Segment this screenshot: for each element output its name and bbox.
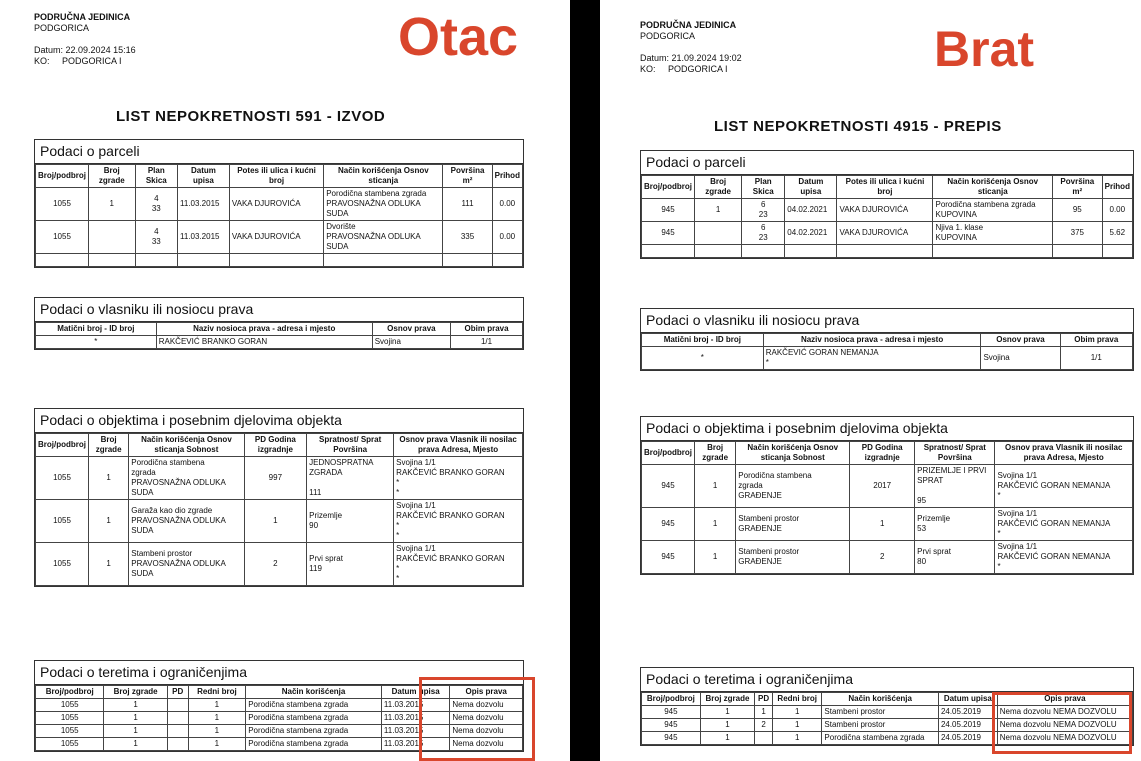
burdens-section [640, 667, 1134, 746]
column-header: Datum upisa [178, 165, 230, 188]
table-cell: 1055 [36, 738, 104, 751]
column-header: Datum upisa [938, 693, 997, 706]
page-header [34, 12, 136, 67]
column-header: Matični broj - ID broj [642, 334, 764, 347]
empty-row [36, 254, 523, 267]
ko-label: KO: [640, 64, 656, 74]
table-cell [755, 732, 773, 745]
table-cell: Porodična stambena zgrada [246, 699, 382, 712]
page-label: Otac [398, 7, 519, 67]
org-name: PODRUČNA JEDINICA [34, 12, 131, 22]
table-body [36, 336, 523, 349]
document-title: LIST NEPOKRETNOSTI 591 - IZVOD [116, 108, 386, 125]
table-cell: 6 23 [742, 199, 785, 222]
table-cell [167, 738, 188, 751]
table-cell: Porodična stambena zgrada [246, 738, 382, 751]
table-cell: 1 [104, 699, 167, 712]
table-cell: Svojina 1/1 RAKČEVIĆ GORAN NEMANJA * [995, 508, 1133, 541]
owners-section [34, 297, 524, 350]
table-cell: 24.05.2019 [938, 719, 997, 732]
column-header: Spratnost/ Sprat Površina [915, 442, 995, 465]
table-cell: Stambeni prostor [822, 706, 939, 719]
org-name: PODRUČNA JEDINICA [640, 20, 737, 30]
column-header: Broj/podbroj [642, 176, 695, 199]
table-cell: 945 [642, 732, 701, 745]
table-cell: 1055 [36, 699, 104, 712]
table-cell: 0.00 [1102, 199, 1132, 222]
table-cell: 1055 [36, 457, 89, 500]
table-cell [785, 245, 837, 258]
table-cell: 11.03.2015 [381, 699, 449, 712]
table-cell: 24.05.2019 [938, 706, 997, 719]
parcels-table [641, 175, 1133, 258]
table-cell: 1 [700, 719, 754, 732]
page-header [640, 20, 742, 75]
column-header: Broj/podbroj [36, 165, 89, 188]
table-row [36, 699, 523, 712]
column-header: Način korišćenja Osnov sticanja [324, 165, 443, 188]
table-cell: Svojina 1/1 RAKČEVIĆ GORAN NEMANJA * [995, 465, 1133, 508]
objects-table [641, 441, 1133, 574]
table-cell [443, 254, 492, 267]
table-cell [1053, 245, 1103, 258]
column-header: Broj zgrade [104, 686, 167, 699]
table-body [36, 457, 523, 586]
table-cell: Svojina 1/1 RAKČEVIĆ BRANKO GORAN * * [394, 500, 523, 543]
date-label: Datum: [640, 53, 670, 63]
section-title: Podaci o objektima i posebnim djelovima objekta [35, 409, 523, 433]
table-cell: 1 [104, 738, 167, 751]
table-cell [229, 254, 323, 267]
table-cell: 2 [755, 719, 773, 732]
table-cell: 0.00 [492, 188, 522, 221]
table-cell [178, 254, 230, 267]
table-cell: Stambeni prostor GRAĐENJE [736, 541, 850, 574]
table-cell: Njiva 1. klase KUPOVINA [933, 222, 1053, 245]
table-cell: 1 [700, 706, 754, 719]
table-cell: 5.62 [1102, 222, 1132, 245]
column-header: Osnov prava [981, 334, 1060, 347]
table-cell: 1 [773, 732, 822, 745]
table-cell: VAKA DJUROVIĆA [837, 199, 933, 222]
table-cell: 375 [1053, 222, 1103, 245]
table-cell: 4 33 [135, 221, 177, 254]
column-header: Broj zgrade [695, 176, 742, 199]
table-header-row [36, 323, 523, 336]
table-cell: 945 [642, 508, 695, 541]
table-cell [36, 254, 89, 267]
table-cell: 1 [695, 508, 736, 541]
table-cell: 111 [443, 188, 492, 221]
parcels-section [34, 139, 524, 268]
table-cell [167, 699, 188, 712]
table-row [642, 508, 1133, 541]
table-cell: VAKA DJUROVIĆA [229, 188, 323, 221]
table-cell: 945 [642, 465, 695, 508]
table-cell: 1 [695, 465, 736, 508]
table-cell: Porodična stambena zgrada [246, 712, 382, 725]
table-cell: 1/1 [451, 336, 523, 349]
table-cell: 1055 [36, 543, 89, 586]
table-cell: * [642, 347, 764, 370]
table-cell: Porodična stambena zgrada GRAĐENJE [736, 465, 850, 508]
table-cell: Porodična stambena zgrada PRAVOSNAŽNA ODLUKA SUDA [129, 457, 244, 500]
burdens-section [34, 660, 524, 752]
table-cell: 1/1 [1060, 347, 1132, 370]
table-cell: 1055 [36, 712, 104, 725]
table-cell: 1 [773, 719, 822, 732]
table-cell [933, 245, 1053, 258]
table-cell: Porodična stambena zgrada [822, 732, 939, 745]
column-header: Osnov prava Vlasnik ili nosilac prava Adresa, Mjesto [995, 442, 1133, 465]
table-row [642, 222, 1133, 245]
table-cell: 945 [642, 541, 695, 574]
table-row [642, 465, 1133, 508]
owners-table [641, 333, 1133, 370]
table-cell: 1 [695, 541, 736, 574]
table-cell: Nema dozvolu NEMA DOZVOLU [997, 732, 1132, 745]
table-cell: * [36, 336, 157, 349]
table-cell: 1055 [36, 725, 104, 738]
section-title: Podaci o objektima i posebnim djelovima objekta [641, 417, 1133, 441]
table-row [642, 199, 1133, 222]
column-header: Plan Skica [135, 165, 177, 188]
table-cell: Nema dozvolu [450, 738, 523, 751]
table-cell: Porodična stambena zgrada PRAVOSNAŽNA ODLUKA SUDA [324, 188, 443, 221]
table-cell: 1 [188, 738, 246, 751]
column-header: Spratnost/ Sprat Površina [307, 434, 394, 457]
table-cell: RAKČEVIĆ BRANKO GORAN [156, 336, 372, 349]
table-header-row [642, 334, 1133, 347]
ko-value: PODGORICA I [62, 56, 122, 66]
column-header: Broj zgrade [700, 693, 754, 706]
table-cell [135, 254, 177, 267]
objects-section [640, 416, 1134, 575]
table-cell: 04.02.2021 [785, 199, 837, 222]
parcels-table [35, 164, 523, 267]
column-header: PD Godina izgradnje [244, 434, 307, 457]
table-cell: 1 [89, 543, 129, 586]
table-cell: 997 [244, 457, 307, 500]
table-cell: 1 [188, 725, 246, 738]
table-row [36, 188, 523, 221]
column-header: Matični broj - ID broj [36, 323, 157, 336]
column-header: Potes ili ulica i kućni broj [229, 165, 323, 188]
table-cell [89, 221, 136, 254]
column-header: Obim prava [1060, 334, 1132, 347]
column-header: Prihod [492, 165, 522, 188]
table-cell: Prvi sprat 119 [307, 543, 394, 586]
owners-table [35, 322, 523, 349]
table-header-row [642, 693, 1133, 706]
table-body [36, 188, 523, 267]
table-body [36, 699, 523, 751]
column-header: Broj/podbroj [642, 442, 695, 465]
table-body [642, 706, 1133, 745]
column-header: Površina m² [443, 165, 492, 188]
section-title: Podaci o parceli [641, 151, 1133, 175]
column-header: PD [755, 693, 773, 706]
table-cell: 1055 [36, 188, 89, 221]
table-header-row [642, 442, 1133, 465]
table-cell: Porodična stambena zgrada KUPOVINA [933, 199, 1053, 222]
column-header: Obim prava [451, 323, 523, 336]
empty-row [642, 245, 1133, 258]
table-cell [642, 245, 695, 258]
table-cell [324, 254, 443, 267]
table-cell [742, 245, 785, 258]
table-body [642, 347, 1133, 370]
document-page-left [0, 0, 570, 761]
column-header: Opis prava [450, 686, 523, 699]
section-title: Podaci o parceli [35, 140, 523, 164]
date-label: Datum: [34, 45, 64, 55]
table-cell: 11.03.2015 [178, 221, 230, 254]
table-row [36, 221, 523, 254]
table-cell: RAKČEVIĆ GORAN NEMANJA * [763, 347, 981, 370]
table-header-row [36, 434, 523, 457]
parcels-section [640, 150, 1134, 259]
table-cell [1102, 245, 1132, 258]
table-cell: 1 [89, 457, 129, 500]
table-cell: 2 [244, 543, 307, 586]
table-cell: 945 [642, 719, 701, 732]
table-cell: 1 [773, 706, 822, 719]
column-header: Potes ili ulica i kućni broj [837, 176, 933, 199]
column-header: Način korišćenja Osnov sticanja [933, 176, 1053, 199]
table-cell: 1 [700, 732, 754, 745]
table-cell: 04.02.2021 [785, 222, 837, 245]
table-cell: JEDNOSPRATNA ZGRADA 111 [307, 457, 394, 500]
column-header: Redni broj [773, 693, 822, 706]
table-row [36, 738, 523, 751]
burdens-table [35, 685, 523, 751]
column-header: Način korišćenja Osnov sticanja Sobnost [129, 434, 244, 457]
owners-section [640, 308, 1134, 371]
table-cell: 95 [1053, 199, 1103, 222]
table-cell: PRIZEMLJE I PRVI SPRAT 95 [915, 465, 995, 508]
table-row [642, 719, 1133, 732]
column-header: Način korišćenja Osnov sticanja Sobnost [736, 442, 850, 465]
table-cell: 1 [188, 712, 246, 725]
table-cell: Nema dozvolu NEMA DOZVOLU [997, 706, 1132, 719]
table-cell: 1 [104, 725, 167, 738]
section-title: Podaci o vlasniku ili nosiocu prava [35, 298, 523, 322]
column-header: Plan Skica [742, 176, 785, 199]
table-cell: Nema dozvolu [450, 712, 523, 725]
table-row [36, 457, 523, 500]
table-cell: 945 [642, 222, 695, 245]
burdens-table [641, 692, 1133, 745]
table-cell: 6 23 [742, 222, 785, 245]
table-cell: 11.03.2015 [178, 188, 230, 221]
table-row [36, 725, 523, 738]
table-cell: Garaža kao dio zgrade PRAVOSNAŽNA ODLUKA SUDA [129, 500, 244, 543]
section-title: Podaci o teretima i ograničenjima [641, 668, 1133, 692]
table-cell: Nema dozvolu NEMA DOZVOLU [997, 719, 1132, 732]
column-header: Osnov prava Vlasnik ili nosilac prava Adresa, Mjesto [394, 434, 523, 457]
column-header: Redni broj [188, 686, 246, 699]
table-cell: 24.05.2019 [938, 732, 997, 745]
objects-section [34, 408, 524, 587]
column-header: Način korišćenja [246, 686, 382, 699]
table-cell: 1 [695, 199, 742, 222]
table-cell: 1 [89, 500, 129, 543]
column-header: Broj zgrade [695, 442, 736, 465]
table-header-row [642, 176, 1133, 199]
document-title: LIST NEPOKRETNOSTI 4915 - PREPIS [714, 118, 1002, 135]
table-cell: 11.03.2015 [381, 712, 449, 725]
column-header: Broj/podbroj [36, 686, 104, 699]
table-cell: Prizemlje 90 [307, 500, 394, 543]
table-cell [837, 245, 933, 258]
table-cell: Dvorište PRAVOSNAŽNA ODLUKA SUDA [324, 221, 443, 254]
date-value: 22.09.2024 15:16 [65, 45, 136, 55]
table-cell: VAKA DJUROVIĆA [229, 221, 323, 254]
table-cell: Nema dozvolu [450, 699, 523, 712]
table-cell: Svojina [981, 347, 1060, 370]
table-row [642, 347, 1133, 370]
table-cell: Svojina 1/1 RAKČEVIĆ BRANKO GORAN * * [394, 457, 523, 500]
table-cell: Svojina 1/1 RAKČEVIĆ BRANKO GORAN * * [394, 543, 523, 586]
ko-label: KO: [34, 56, 50, 66]
table-cell [167, 712, 188, 725]
table-row [36, 712, 523, 725]
date-value: 21.09.2024 19:02 [671, 53, 742, 63]
org-city: PODGORICA [34, 23, 90, 33]
table-cell: Porodična stambena zgrada [246, 725, 382, 738]
table-cell [695, 245, 742, 258]
column-header: PD [167, 686, 188, 699]
table-cell: 945 [642, 706, 701, 719]
table-cell: Prizemlje 53 [915, 508, 995, 541]
table-row [36, 336, 523, 349]
section-title: Podaci o vlasniku ili nosiocu prava [641, 309, 1133, 333]
column-header: Opis prava [997, 693, 1132, 706]
table-cell [167, 725, 188, 738]
column-header: Broj zgrade [89, 434, 129, 457]
table-cell: 2017 [850, 465, 915, 508]
table-cell: 1055 [36, 500, 89, 543]
table-cell: 1055 [36, 221, 89, 254]
column-header: Broj/podbroj [642, 693, 701, 706]
section-title: Podaci o teretima i ograničenjima [35, 661, 523, 685]
table-row [642, 706, 1133, 719]
column-header: Prihod [1102, 176, 1132, 199]
table-row [642, 541, 1133, 574]
column-header: Osnov prava [372, 323, 450, 336]
column-header: Površina m² [1053, 176, 1103, 199]
column-header: PD Godina izgradnje [850, 442, 915, 465]
table-cell [89, 254, 136, 267]
table-body [642, 199, 1133, 258]
table-row [36, 500, 523, 543]
table-cell: 1 [850, 508, 915, 541]
table-cell [695, 222, 742, 245]
objects-table [35, 433, 523, 586]
column-header: Broj/podbroj [36, 434, 89, 457]
table-cell: 1 [89, 188, 136, 221]
column-header: Broj zgrade [89, 165, 136, 188]
table-header-row [36, 686, 523, 699]
table-cell: 945 [642, 199, 695, 222]
table-row [36, 543, 523, 586]
table-row [642, 732, 1133, 745]
org-city: PODGORICA [640, 31, 696, 41]
column-header: Naziv nosioca prava - adresa i mjesto [763, 334, 981, 347]
table-body [642, 465, 1133, 574]
table-cell: 11.03.2015 [381, 725, 449, 738]
table-cell: 11.03.2015 [381, 738, 449, 751]
table-cell: Stambeni prostor PRAVOSNAŽNA ODLUKA SUDA [129, 543, 244, 586]
column-header: Datum upisa [785, 176, 837, 199]
table-cell: Svojina 1/1 RAKČEVIĆ GORAN NEMANJA * [995, 541, 1133, 574]
table-cell: 1 [244, 500, 307, 543]
page-label: Brat [934, 21, 1035, 77]
table-cell: Svojina [372, 336, 450, 349]
document-page-right [600, 0, 1141, 761]
table-cell: Stambeni prostor GRAĐENJE [736, 508, 850, 541]
table-cell: 335 [443, 221, 492, 254]
column-header: Način korišćenja [822, 693, 939, 706]
table-cell: VAKA DJUROVIĆA [837, 222, 933, 245]
table-cell: Stambeni prostor [822, 719, 939, 732]
ko-value: PODGORICA I [668, 64, 728, 74]
table-cell: 2 [850, 541, 915, 574]
table-cell: Prvi sprat 80 [915, 541, 995, 574]
column-header: Naziv nosioca prava - adresa i mjesto [156, 323, 372, 336]
table-cell: 1 [104, 712, 167, 725]
table-cell: 4 33 [135, 188, 177, 221]
table-cell [492, 254, 522, 267]
table-cell: 1 [755, 706, 773, 719]
table-header-row [36, 165, 523, 188]
table-cell: 1 [188, 699, 246, 712]
table-cell: Nema dozvolu [450, 725, 523, 738]
column-header: Datum upisa [381, 686, 449, 699]
table-cell: 0.00 [492, 221, 522, 254]
